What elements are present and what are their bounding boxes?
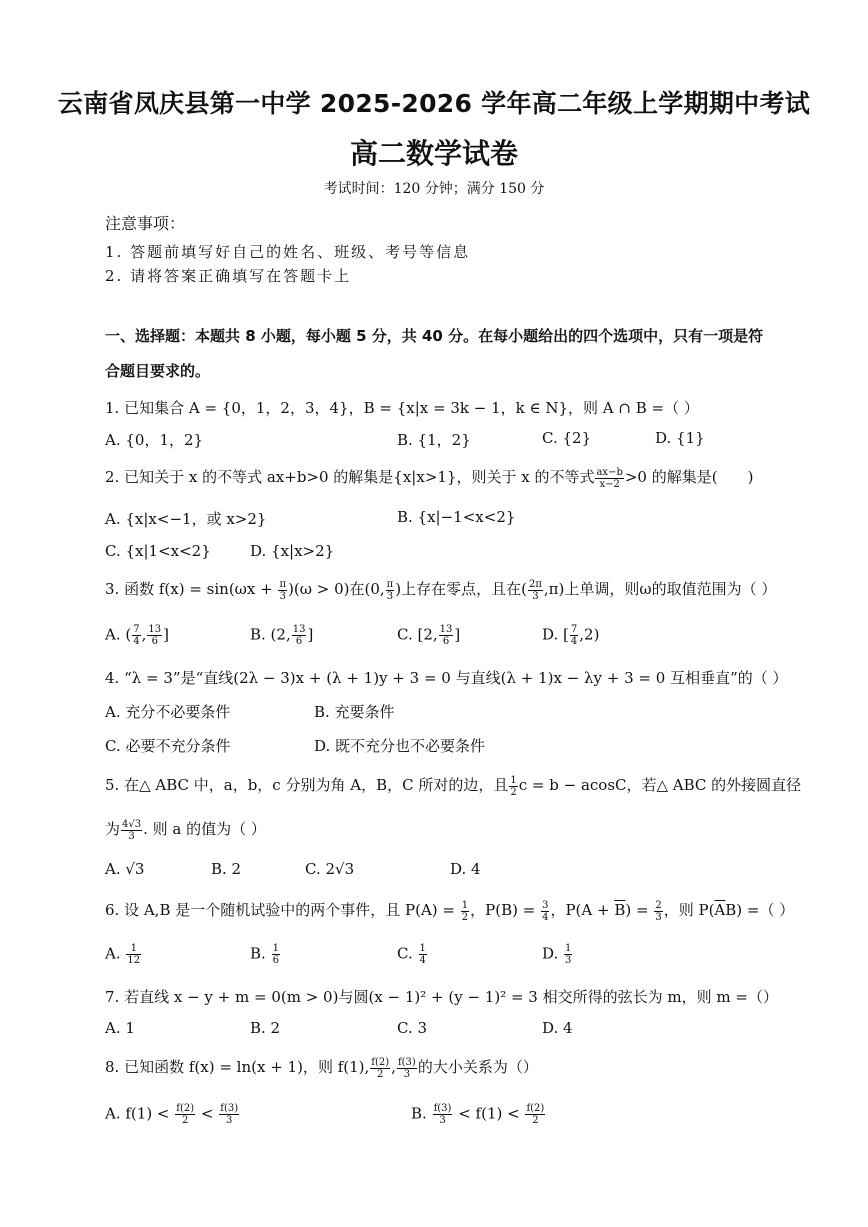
question-7-stem: 7. 若直线 x − y + m = 0(m > 0)与圆(x − 1)² + (y − 1)² = 3 相交所得的弦长为 m，则 m =（）: [105, 988, 778, 1006]
q7-option-d: D. 4: [542, 1019, 573, 1037]
q5-option-c: C. 2√3: [305, 860, 355, 878]
q2-option-a: A. {x|x<−1，或 x>2}: [105, 510, 267, 528]
section-heading-line2: 合题目要求的。: [105, 362, 211, 380]
notice-heading: 注意事项：: [105, 214, 186, 233]
fraction: $\frac{1}{2}$: [510, 774, 517, 798]
fraction: $\frac{\pi}{3}$: [386, 578, 394, 602]
q6-option-c: C. $\frac{1}{4}$: [397, 943, 426, 966]
question-8-stem: 8. 已知函数 f(x) = ln(x + 1)，则 f(1), $\frac{f(2)}{2}$ , $\frac{f(3)}{3}$ 的大小关系为（）: [105, 1056, 538, 1080]
q2-option-c: C. {x|1<x<2}: [105, 542, 211, 560]
q7-option-b: B. 2: [250, 1019, 281, 1037]
fraction: $\frac{4√3}{3}$: [122, 818, 142, 842]
q7-option-a: A. 1: [105, 1019, 135, 1037]
q1-option-a: A. {0，1，2}: [105, 431, 204, 449]
fraction: $\frac{3}{4}$: [542, 899, 549, 923]
question-2-stem: 2. 已知关于 x 的不等式 ax+b>0 的解集是{x|x>1}，则关于 x 的不等式 $\frac{ax-b}{x-2}$ >0 的解集是( ): [105, 466, 754, 490]
q3-option-c: C. [2, $\frac{13}{6}$ ]: [397, 624, 461, 647]
section-heading-line1: 一、选择题：本题共 8 小题，每小题 5 分，共 40 分。在每小题给出的四个选项中，只有一项是符: [105, 327, 764, 345]
q4-option-c: C. 必要不充分条件: [105, 737, 231, 755]
fraction: $\frac{1}{2}$: [461, 899, 469, 923]
q5-option-d: D. 4: [450, 860, 481, 878]
q4-option-b: B. 充要条件: [314, 703, 395, 721]
school-title: 云南省凤庆县第一中学 2025-2026 学年高二年级上学期期中考试: [57, 89, 811, 118]
q6-option-d: D. $\frac{1}{3}$: [542, 943, 572, 966]
q4-option-d: D. 既不充分也不必要条件: [314, 737, 486, 755]
q8-option-b: B. $\frac{f(3)}{3}$ < f(1) < $\frac{f(2)}{2}$: [411, 1103, 545, 1126]
notice-item-1: 1. 答题前填写好自己的姓名、班级、考号等信息: [105, 243, 471, 261]
fraction: $\frac{\pi}{3}$: [279, 578, 287, 602]
question-4-stem: 4. “λ = 3”是“直线(2λ − 3)x + (λ + 1)y + 3 = 0 与直线(λ + 1)x − λy + 3 = 0 互相垂直”的（ ）: [105, 669, 788, 687]
fraction: $\frac{f(3)}{3}$: [397, 1056, 416, 1080]
exam-title: 高二数学试卷: [349, 137, 518, 170]
q2-option-b: B. {x|−1<x<2}: [397, 508, 516, 526]
q6-option-b: B. $\frac{1}{6}$: [250, 943, 279, 966]
q3-option-a: A. ( $\frac{7}{4}$ , $\frac{13}{6}$ ]: [105, 624, 169, 647]
q5-option-a: A. √3: [105, 860, 145, 878]
q6-option-a: A. $\frac{1}{12}$: [105, 943, 141, 966]
question-5-stem-line2: 为 $\frac{4√3}{3}$ . 则 a 的值为（ ）: [105, 818, 266, 842]
q4-option-a: A. 充分不必要条件: [105, 703, 231, 721]
q1-option-c: C. {2}: [542, 429, 592, 447]
fraction: $\frac{2}{3}$: [655, 899, 662, 923]
question-3-stem: 3. 函数 f(x) = sin(ωx + $\frac{\pi}{3}$ )(ω > 0)在(0, $\frac{\pi}{3}$ )上存在零点，且在( $\frac{2\pi}{3}$ ,π)上单调，则ω的取值范围为（ ）: [105, 578, 777, 602]
q1-option-d: D. {1}: [655, 429, 705, 447]
q3-option-b: B. (2, $\frac{13}{6}$ ]: [250, 624, 314, 647]
fraction: $\frac{ax-b}{x-2}$: [596, 466, 623, 490]
question-6-stem: 6. 设 A,B 是一个随机试验中的两个事件，且 P(A) = $\frac{1}{2}$ ，P(B) = $\frac{3}{4}$ ，$P(A + \overline{B})$ = $\frac{2}{3}$ ，则 $P(\overline{A}B)$ =（ ）: [105, 899, 795, 923]
question-1-stem: 1. 已知集合 A = {0，1，2，3，4}，B = {x|x = 3k − 1，k ∈ N}，则 A ∩ B =（ ）: [105, 399, 699, 417]
q8-option-a: A. f(1) < $\frac{f(2)}{2}$ < $\frac{f(3)}{3}$: [105, 1103, 239, 1126]
question-5-stem: 5. 在△ ABC 中，a，b，c 分别为角 A，B，C 所对的边，且 $\frac{1}{2}$ c = b − acosC，若△ ABC 的外接圆直径: [105, 774, 802, 798]
q1-option-b: B. {1，2}: [397, 431, 471, 449]
q7-option-c: C. 3: [397, 1019, 428, 1037]
q5-option-b: B. 2: [211, 860, 242, 878]
exam-info: 考试时间：120 分钟；满分 150 分: [323, 181, 545, 197]
notice-item-2: 2. 请将答案正确填写在答题卡上: [105, 267, 352, 285]
q2-option-d: D. {x|x>2}: [250, 542, 335, 560]
q3-option-d: D. [ $\frac{7}{4}$ ,2): [542, 624, 600, 647]
fraction: $\frac{f(2)}{2}$: [371, 1056, 390, 1080]
fraction: $\frac{2\pi}{3}$: [528, 578, 542, 602]
